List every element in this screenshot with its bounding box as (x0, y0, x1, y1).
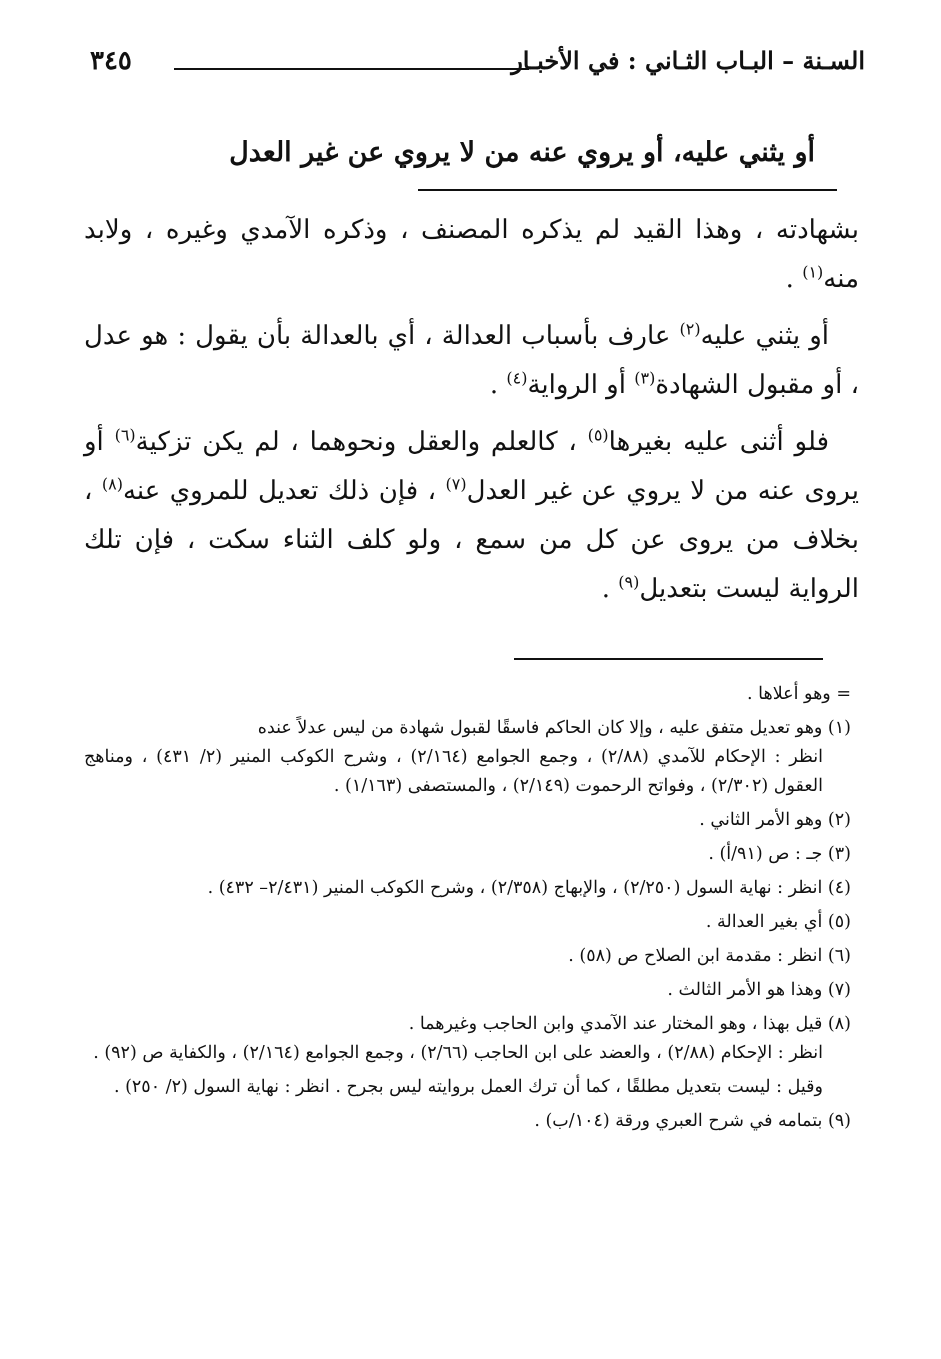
paragraph-text: ، فإن ذلك تعديل للمروي عنه (122, 476, 446, 506)
footnote-8-alt: وقيل : ليست بتعديل مطلقًا ، كما أن ترك العمل بروايته ليس بجرح . انظر : نهاية السول (٢/ ٢٥٠) . (113, 1077, 823, 1097)
header-rule (174, 68, 529, 70)
footnote-5: (٥) أي بغير العدالة . (705, 912, 851, 932)
footnote-text: (٨) قيل بهذا ، وهو المختار عند الآمدي وابن الحاجب وغيرهما . (408, 1014, 851, 1034)
footnote-ref-1: (١) (802, 262, 824, 282)
footnote-text: (١) وهو تعديل متفق عليه ، وإلا كان الحاكم فاسقًا لقبول شهادة من ليس عدلاً عنده (257, 718, 851, 738)
paragraph-text: ، بخلاف من يروى عن كل من سمع ، ولو كلف الثناء سكت ، فإن تلك الرواية ليست بتعديل (84, 476, 859, 604)
footnote-ref-4: (٤) (506, 368, 528, 388)
page-number: ٣٤٥ (90, 46, 132, 76)
matn-rule (418, 189, 837, 191)
footnotes (84, 680, 851, 1141)
paragraph-2 (84, 312, 859, 410)
paragraph-text: عارف بأسباب العدالة ، أي بالعدالة بأن يقول : هو عدل ، أو مقبول الشهادة (84, 321, 859, 400)
footnote-4: (٤) انظر : نهاية السول (٢/٢٥٠) ، والإبهاج (٢/٣٥٨) ، وشرح الكوكب المنير (٢/٤٣١– ٤٣٢) . (207, 878, 851, 898)
footnote-ref-3: (٣) (634, 368, 656, 388)
paragraph-3 (84, 418, 859, 614)
footnote-9: (٩) بتمامه في شرح العبري ورقة (١٠٤/ب) . (534, 1111, 851, 1131)
running-title: السـنة – البـاب الثـاني : في الأخبـار (511, 46, 865, 75)
footnote-ref-8: (٨) (101, 474, 123, 494)
footnote-ref-2: (٢) (679, 319, 701, 339)
paragraph-text: بشهادته ، وهذا القيد لم يذكره المصنف ، وذكره الآمدي وغيره ، ولابد منه (84, 215, 859, 294)
footnote-ref-9: (٩) (618, 572, 640, 592)
paragraph-text: فلو أثنى عليه بغيرها (608, 427, 829, 457)
footnote-text: انظر : الإحكام للآمدي (٢/٨٨) ، وجمع الجوامع (٢/١٦٤) ، وشرح الكوكب المنير (٢/ ٤٣١) ، ومناهج العقول (٢/٣٠٢) ، وفواتح الرحموت (٢/١٤٩) ، والمستصفى (١/١٦٣) . (84, 747, 823, 796)
body-text (84, 206, 859, 622)
page-header (90, 46, 865, 86)
paragraph-1 (84, 206, 859, 304)
paragraph-text: أو يروى عنه من لا يروي عن غير العدل (84, 427, 859, 506)
footnote-text: انظر : الإحكام (٢/٨٨) ، والعضد على ابن الحاجب (٢/٦٦) ، وجمع الجوامع (٢/١٦٤) ، والكفاية ص (٩٢) . (93, 1043, 823, 1063)
footnote-1 (84, 714, 851, 801)
footnote-ref-5: (٥) (587, 425, 609, 445)
paragraph-text: . (601, 574, 619, 604)
paragraph-text: ، كالعلم والعقل ونحوهما ، لم يكن تزكية (135, 427, 588, 457)
footnote-continuation: = وهو أعلاها . (747, 684, 851, 704)
footnote-8 (84, 1010, 851, 1068)
matn-text: أو يثني عليه، أو يروي عنه من لا يروي عن غير العدل (229, 137, 815, 168)
footnote-7: (٧) وهذا هو الأمر الثالث . (667, 980, 851, 1000)
footnote-3: (٣) جـ : ص (٩١/أ) . (708, 844, 851, 864)
footnote-6: (٦) انظر : مقدمة ابن الصلاح ص (٥٨) . (568, 946, 851, 966)
footnote-ref-7: (٧) (445, 474, 467, 494)
paragraph-text: أو الرواية (527, 370, 635, 400)
paragraph-text: أو يثني عليه (700, 321, 829, 351)
footnote-ref-6: (٦) (114, 425, 136, 445)
paragraph-text: . (489, 370, 507, 400)
footnote-2: (٢) وهو الأمر الثاني . (699, 810, 851, 830)
paragraph-text: . (785, 264, 803, 294)
footnote-rule (514, 658, 823, 660)
